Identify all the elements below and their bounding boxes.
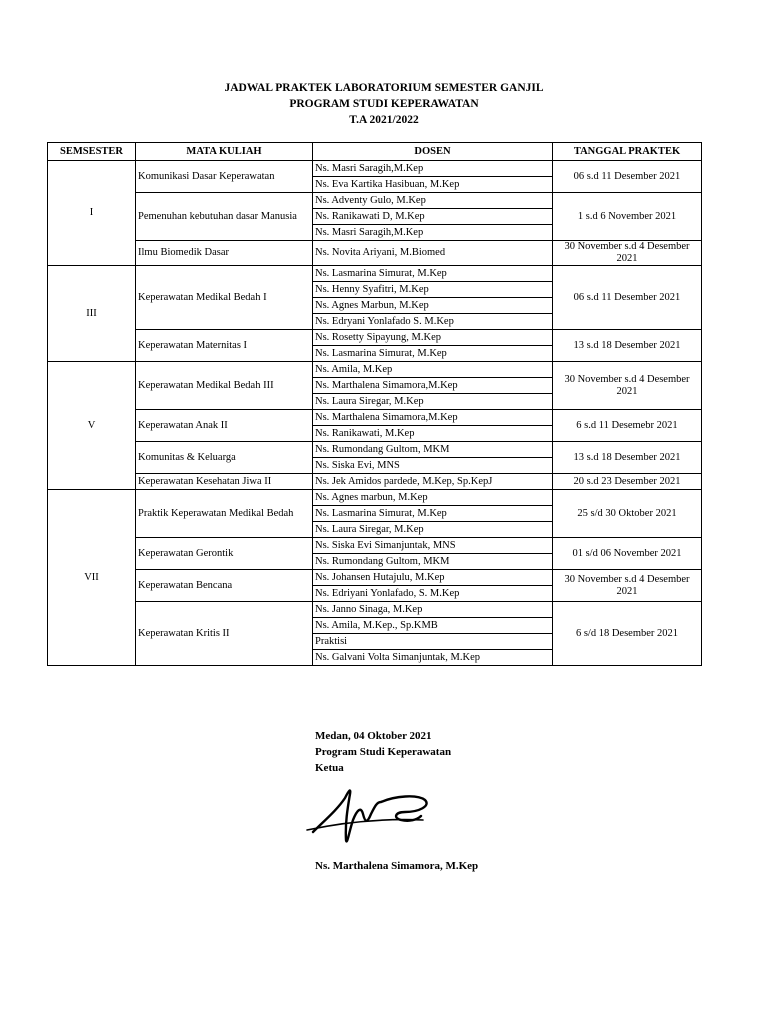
lecturer-cell: Ns. Laura Siregar, M.Kep xyxy=(313,394,553,410)
date-cell: 30 November s.d 4 Desember 2021 xyxy=(553,362,702,410)
lecturer-cell: Ns. Amila, M.Kep xyxy=(313,362,553,378)
table-row xyxy=(48,602,702,618)
signer-role: Ketua xyxy=(315,762,344,774)
lecturer-cell: Ns. Ranikawati, M.Kep xyxy=(313,426,553,442)
date-cell: 06 s.d 11 Desember 2021 xyxy=(553,266,702,330)
lecturer-cell: Ns. Rumondang Gultom, MKM xyxy=(313,442,553,458)
lecturer-cell: Ns. Ranikawati D, M.Kep xyxy=(313,209,553,225)
lecturer-cell: Ns. Lasmarina Simurat, M.Kep xyxy=(313,266,553,282)
lecturer-cell: Ns. Henny Syafitri, M.Kep xyxy=(313,282,553,298)
date-cell: 13 s.d 18 Desember 2021 xyxy=(553,442,702,474)
course-cell: Keperawatan Kritis II xyxy=(136,602,313,666)
col-header-lecturer: DOSEN xyxy=(313,143,553,161)
date-cell: 06 s.d 11 Desember 2021 xyxy=(553,161,702,193)
lecturer-cell: Ns. Marthalena Simamora,M.Kep xyxy=(313,410,553,426)
lecturer-cell: Ns. Johansen Hutajulu, M.Kep xyxy=(313,570,553,586)
course-cell: Keperawatan Medikal Bedah I xyxy=(136,266,313,330)
date-cell: 30 November s.d 4 Desember 2021 xyxy=(553,241,702,266)
lecturer-cell: Ns. Rosetty Sipayung, M.Kep xyxy=(313,330,553,346)
table-row xyxy=(48,161,702,177)
lecturer-cell: Ns. Lasmarina Simurat, M.Kep xyxy=(313,506,553,522)
table-row xyxy=(48,266,702,282)
course-cell: Keperawatan Medikal Bedah III xyxy=(136,362,313,410)
date-cell: 6 s.d 11 Desemebr 2021 xyxy=(553,410,702,442)
lecturer-cell: Ns. Novita Ariyani, M.Biomed xyxy=(313,241,553,266)
schedule-table xyxy=(47,142,702,666)
course-cell: Pemenuhan kebutuhan dasar Manusia xyxy=(136,193,313,241)
date-cell: 25 s/d 30 Oktober 2021 xyxy=(553,490,702,538)
lecturer-cell: Ns. Janno Sinaga, M.Kep xyxy=(313,602,553,618)
lecturer-cell: Ns. Galvani Volta Simanjuntak, M.Kep xyxy=(313,650,553,666)
date-cell: 20 s.d 23 Desember 2021 xyxy=(553,474,702,490)
program-name: Program Studi Keperawatan xyxy=(315,746,452,758)
signature-image xyxy=(305,780,435,850)
semester-cell: I xyxy=(48,161,136,266)
lecturer-cell: Ns. Siska Evi Simanjuntak, MNS xyxy=(313,538,553,554)
course-cell: Keperawatan Gerontik xyxy=(136,538,313,570)
semester-cell: V xyxy=(48,362,136,490)
course-cell: Keperawatan Kesehatan Jiwa II xyxy=(136,474,313,490)
semester-cell: III xyxy=(48,266,136,362)
table-row xyxy=(48,490,702,506)
lecturer-cell: Ns. Jek Amidos pardede, M.Kep, Sp.KepJ xyxy=(313,474,553,490)
table-row xyxy=(48,193,702,209)
lecturer-cell: Ns. Siska Evi, MNS xyxy=(313,458,553,474)
lecturer-cell: Ns. Eva Kartika Hasibuan, M.Kep xyxy=(313,177,553,193)
table-row xyxy=(48,362,702,378)
lecturer-cell: Ns. Laura Siregar, M.Kep xyxy=(313,522,553,538)
table-row xyxy=(48,442,702,458)
lecturer-cell: Ns. Marthalena Simamora,M.Kep xyxy=(313,378,553,394)
date-cell: 6 s/d 18 Desember 2021 xyxy=(553,602,702,666)
table-row xyxy=(48,570,702,586)
table-header-row xyxy=(48,143,702,161)
title-line-3: T.A 2021/2022 xyxy=(349,114,419,126)
course-cell: Komunikasi Dasar Keperawatan xyxy=(136,161,313,193)
lecturer-cell: Ns. Lasmarina Simurat, M.Kep xyxy=(313,346,553,362)
table-row xyxy=(48,241,702,266)
col-header-course: MATA KULIAH xyxy=(136,143,313,161)
lecturer-cell: Ns. Edryani Yonlafado S. M.Kep xyxy=(313,314,553,330)
lecturer-cell: Ns. Edriyani Yonlafado, S. M.Kep xyxy=(313,586,553,602)
course-cell: Praktik Keperawatan Medikal Bedah xyxy=(136,490,313,538)
table-row xyxy=(48,474,702,490)
title-line-1: JADWAL PRAKTEK LABORATORIUM SEMESTER GANJIL xyxy=(224,82,544,94)
col-header-semester: SEMSESTER xyxy=(48,143,136,161)
course-cell: Komunitas & Keluarga xyxy=(136,442,313,474)
col-header-date: TANGGAL PRAKTEK xyxy=(553,143,702,161)
date-cell: 01 s/d 06 November 2021 xyxy=(553,538,702,570)
semester-cell: VII xyxy=(48,490,136,666)
course-cell: Keperawatan Bencana xyxy=(136,570,313,602)
lecturer-cell: Ns. Masri Saragih,M.Kep xyxy=(313,161,553,177)
table-row xyxy=(48,330,702,346)
signature-block xyxy=(315,728,451,776)
title-line-2: PROGRAM STUDI KEPERAWATAN xyxy=(289,98,479,110)
date-cell: 30 November s.d 4 Desember 2021 xyxy=(553,570,702,602)
table-row xyxy=(48,410,702,426)
course-cell: Ilmu Biomedik Dasar xyxy=(136,241,313,266)
lecturer-cell: Ns. Agnes Marbun, M.Kep xyxy=(313,298,553,314)
course-cell: Keperawatan Anak II xyxy=(136,410,313,442)
lecturer-cell: Ns. Adventy Gulo, M.Kep xyxy=(313,193,553,209)
lecturer-cell: Ns. Rumondang Gultom, MKM xyxy=(313,554,553,570)
lecturer-cell: Ns. Masri Saragih,M.Kep xyxy=(313,225,553,241)
schedule-body xyxy=(48,161,702,666)
signer-name: Ns. Marthalena Simamora, M.Kep xyxy=(315,860,479,872)
place-date: Medan, 04 Oktober 2021 xyxy=(315,730,432,742)
lecturer-cell: Ns. Amila, M.Kep., Sp.KMB xyxy=(313,618,553,634)
lecturer-cell: Ns. Agnes marbun, M.Kep xyxy=(313,490,553,506)
document-title xyxy=(0,80,768,128)
date-cell: 1 s.d 6 November 2021 xyxy=(553,193,702,241)
table-row xyxy=(48,538,702,554)
lecturer-cell: Praktisi xyxy=(313,634,553,650)
course-cell: Keperawatan Maternitas I xyxy=(136,330,313,362)
date-cell: 13 s.d 18 Desember 2021 xyxy=(553,330,702,362)
